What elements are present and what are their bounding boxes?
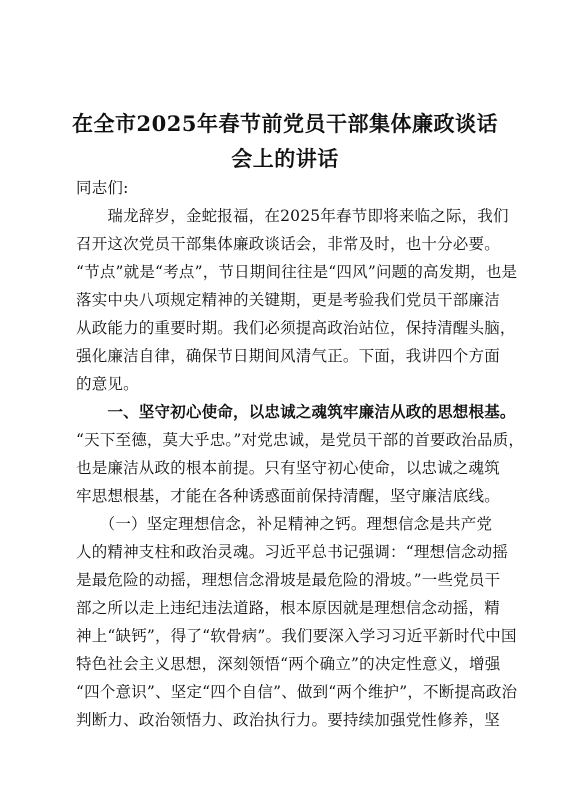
section-heading-1: 一、坚守初心使命，以忠诚之魂筑牢廉洁从政的思想根基。 xyxy=(76,402,516,421)
body-line: 强化廉洁自律，确保节日期间风清气正。下面，我讲四个方面 xyxy=(76,347,500,365)
body-line: 也是廉洁从政的根本前提。只有坚守初心使命，以忠诚之魂筑 xyxy=(76,459,500,477)
body-line: 的意见。 xyxy=(76,375,139,393)
document-title-line-2: 会上的讲话 xyxy=(231,146,339,171)
body-line: “四个意识”、坚定“四个自信”、做到“两个维护”，不断提高政治 xyxy=(76,683,518,701)
body-line: 部之所以走上违纪违法道路，根本原因就是理想信念动摇，精 xyxy=(76,599,500,617)
body-line: 特色社会主义思想，深刻领悟“两个确立”的决定性意义，增强 xyxy=(76,655,501,673)
body-line: 判断力、政治领悟力、政治执行力。要持续加强党性修养，坚 xyxy=(76,711,500,729)
body-line: “天下至德，莫大乎忠。”对党忠诚，是党员干部的首要政治品质， xyxy=(76,431,525,449)
body-line: 召开这次党员干部集体廉政谈话会，非常及时，也十分必要。 xyxy=(76,235,500,253)
body-line: 神上“缺钙”，得了“软骨病”。我们要深入学习习近平新时代中国 xyxy=(76,627,517,645)
body-line: 从政能力的重要时期。我们必须提高政治站位，保持清醒头脑， xyxy=(76,319,516,337)
body-line: 瑞龙辞岁，金蛇报福，在2025年春节即将来临之际，我们 xyxy=(76,207,509,225)
body-line: “节点”就是“考点”，节日期间往往是“四风”问题的高发期，也是 xyxy=(76,263,518,281)
body-line: 落实中央八项规定精神的关键期，更是考验我们党员干部廉洁 xyxy=(76,291,500,309)
body-line: 牢思想根基，才能在各种诱惑面前保持清醒，坚守廉洁底线。 xyxy=(76,487,500,505)
body-line: 人的精神支柱和政治灵魂。习近平总书记强调：“理想信念动摇 xyxy=(76,543,509,561)
body-line: 是最危险的动摇，理想信念滑坡是最危险的滑坡。”一些党员干 xyxy=(76,571,501,589)
document-title-line-1: 在全市2025年春节前党员干部集体廉政谈话 xyxy=(72,111,498,136)
salutation: 同志们: xyxy=(76,179,129,197)
subsection-heading-1: （一）坚定理想信念，补足精神之钙。理想信念是共产党 xyxy=(76,515,493,533)
